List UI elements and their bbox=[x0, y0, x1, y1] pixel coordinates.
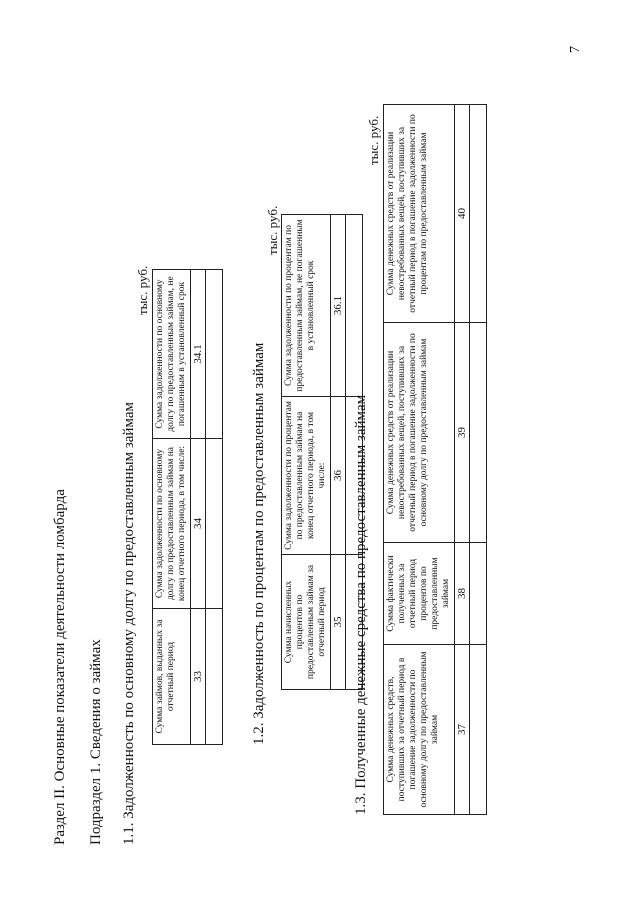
table1-value-row bbox=[206, 270, 223, 745]
table1-code-1: 33 bbox=[190, 609, 206, 745]
table3 bbox=[383, 104, 487, 815]
table1-header-1: Сумма займов, выданных за отчетный период bbox=[153, 609, 191, 745]
table2 bbox=[281, 214, 363, 690]
table3-units: тыс. руб. bbox=[366, 115, 381, 165]
table2-header-row bbox=[282, 215, 331, 690]
table3-code-2: 38 bbox=[454, 543, 470, 645]
table3-value-4 bbox=[470, 105, 487, 323]
table1-units: тыс. руб. bbox=[135, 265, 150, 315]
table1-header-row bbox=[153, 270, 191, 745]
table2-title: 1.2. Задолженность по процентам по предоставленным займам bbox=[251, 342, 267, 745]
table2-code-1: 35 bbox=[330, 555, 346, 690]
table1-code-row bbox=[190, 270, 206, 745]
table1-value-1 bbox=[206, 609, 223, 745]
table3-value-2 bbox=[470, 543, 487, 645]
table1-title: 1.1. Задолженность по основному долгу по предоставленным займам bbox=[121, 402, 137, 845]
table3-value-1 bbox=[470, 645, 487, 815]
table3-header-1: Сумма денежных средств, поступивших за отчетный период в погашение задолженности по основному долгу по предоставленным займам bbox=[384, 645, 455, 815]
table2-header-3: Сумма задолженности по процентам по предоставленным займам, не погашенным в установленный срок bbox=[282, 215, 331, 397]
table1-code-3: 34.1 bbox=[190, 270, 206, 439]
table2-value-3 bbox=[346, 215, 363, 397]
table1 bbox=[152, 269, 223, 745]
table2-code-3: 36.1 bbox=[330, 215, 346, 397]
table1-value-3 bbox=[206, 270, 223, 439]
table1-header-2: Сумма задолженности по основному долгу по предоставленным займам на конец отчетного периода, в том числе: bbox=[153, 439, 191, 609]
table1-header-3: Сумма задолженности по основному долгу по предоставленным займам, не погашенным в установленный срок bbox=[153, 270, 191, 439]
subsection-title: Подраздел 1. Сведения о займах bbox=[88, 639, 104, 845]
table3-code-4: 40 bbox=[454, 105, 470, 323]
table2-code-row bbox=[330, 215, 346, 690]
table3-header-2: Сумма фактически полученных за отчетный период процентов по предоставленным займам bbox=[384, 543, 455, 645]
table2-code-2: 36 bbox=[330, 397, 346, 555]
table2-header-2: Сумма задолженности по процентам по предоставленным займам на конец отчетного периода, в том числе: bbox=[282, 397, 331, 555]
table3-code-3: 39 bbox=[454, 323, 470, 543]
table2-header-1: Сумма начисленных процентов по предоставленным займам за отчетный период bbox=[282, 555, 331, 690]
table3-code-1: 37 bbox=[454, 645, 470, 815]
table2-units: тыс. руб. bbox=[265, 205, 280, 255]
table3-title: 1.3. Полученные денежные средства по предоставленным займам bbox=[353, 394, 369, 815]
table1-code-2: 34 bbox=[190, 439, 206, 609]
table3-header-4: Сумма денежных средств от реализации невостребованных вещей, поступивших за отчетный период в погашение задолженности по процентам по предоставленным займам bbox=[384, 105, 455, 323]
page-number: 7 bbox=[568, 46, 583, 53]
table3-header-row bbox=[384, 105, 455, 815]
table3-code-row bbox=[454, 105, 470, 815]
table3-header-3: Сумма денежных средств от реализации невостребованных вещей, поступивших за отчетный период в погашение задолженности по основному долгу по предоставленным займам bbox=[384, 323, 455, 543]
table1-value-2 bbox=[206, 439, 223, 609]
section-title: Раздел II. Основные показатели деятельности ломбарда bbox=[52, 489, 68, 845]
table3-value-3 bbox=[470, 323, 487, 543]
table3-value-row bbox=[470, 105, 487, 815]
